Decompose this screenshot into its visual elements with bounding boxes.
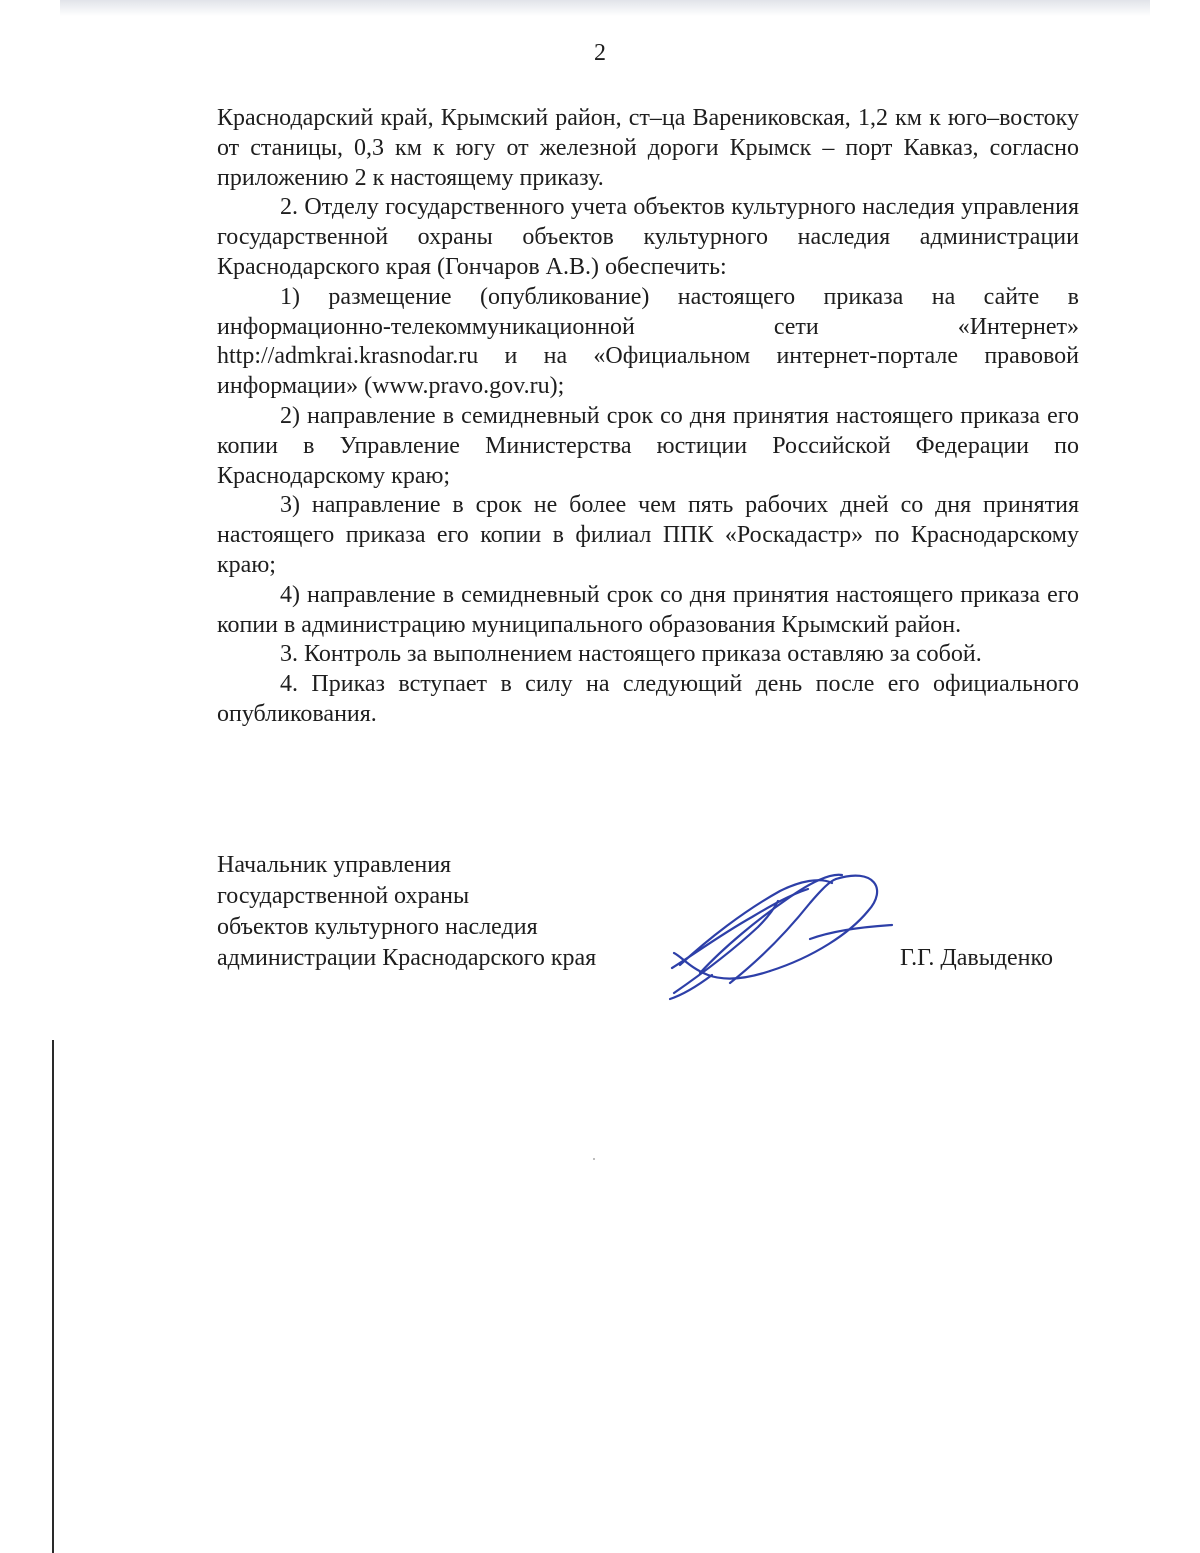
handwritten-signature (660, 865, 900, 1005)
paragraph-subitem-1: 1) размещение (опубликование) настоящего приказа на сайте в информационно-телекоммуникационной сети «Интернет» http://admkrai.krasnodar.ru и на «Официальном интернет-портале правовой информации» (www.pravo.gov.ru); (217, 283, 1079, 400)
signature-stroke (770, 876, 877, 971)
paragraph-subitem-2: 2) направление в семидневный срок со дня принятия настоящего приказа его копии в Управление Министерства юстиции Российской Федерации по Краснодарскому краю; (217, 402, 1079, 489)
paragraph-subitem-3: 3) направление в срок не более чем пять рабочих дней со дня принятия настоящего приказа его копии в филиал ППК «Роскадастр» по Краснодарскому краю; (217, 492, 1079, 578)
paragraph-item-3: 3. Контроль за выполнением настоящего приказа оставляю за собой. (280, 641, 982, 668)
paragraph-subitem-4: 4) направление в семидневный срок со дня принятия настоящего приказа его копии в администрацию муниципального образования Крымский район. (217, 581, 1079, 638)
document-body (217, 104, 1079, 730)
signer-position-line: администрации Краснодарского края (217, 945, 597, 971)
scan-shadow-top (60, 0, 1150, 16)
signer-position-line: объектов культурного наследия (217, 914, 538, 940)
scan-speck (593, 1158, 595, 1160)
paragraph-address: Краснодарский край, Крымский район, ст–ца Варениковская, 1,2 км к юго–востоку от станицы, 0,3 км к югу от железной дороги Крымск – порт Кавказ, согласно приложению 2 к настоящему приказу. (217, 105, 1079, 191)
signer-position-line: государственной охраны (217, 883, 470, 909)
signer-position (217, 850, 596, 974)
signature-stroke (670, 975, 712, 999)
paragraph-item-2: 2. Отделу государственного учета объектов культурного наследия управления государственной охраны объектов культурного наследия администрации Краснодарского края (Гончаров А.В.) обеспечить: (217, 194, 1079, 280)
scan-edge-left (52, 1040, 54, 1553)
page-number: 2 (594, 40, 606, 66)
signer-position-line: Начальник управления (217, 852, 452, 878)
paragraph-item-4: 4. Приказ вступает в силу на следующий день после его официального опубликования. (217, 671, 1079, 727)
signer-name: Г.Г. Давыденко (900, 945, 1053, 971)
